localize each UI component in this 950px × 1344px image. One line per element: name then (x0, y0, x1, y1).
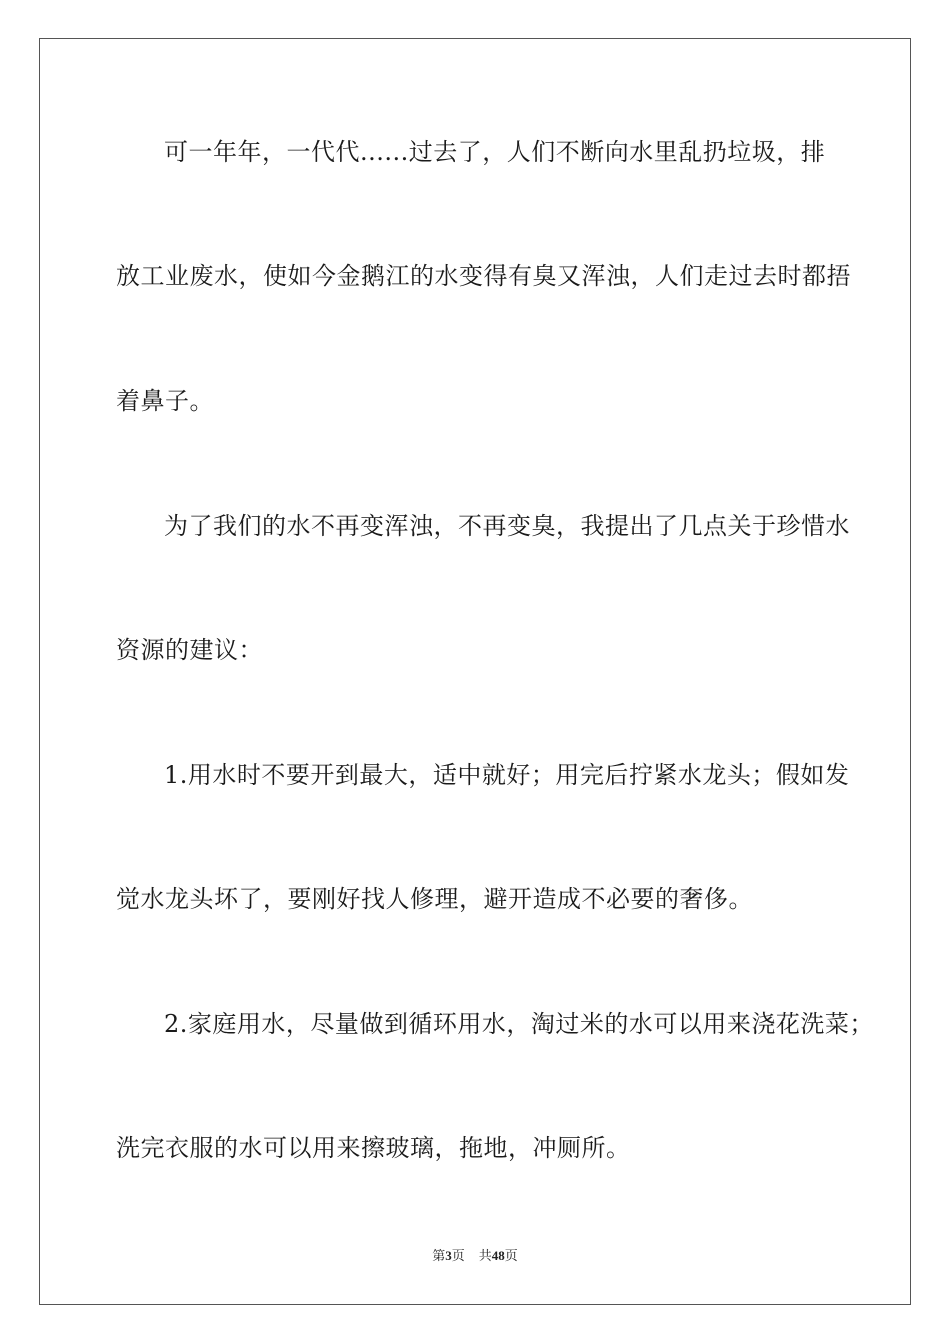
paragraph-line-4: 为了我们的水不再变浑浊，不再变臭，我提出了几点关于珍惜水 (164, 512, 850, 540)
paragraph-line-2: 放工业废水，使如今金鹅江的水变得有臭又浑浊，人们走过去时都捂 (116, 262, 851, 290)
paragraph-line-3: 着鼻子。 (116, 387, 214, 415)
paragraph-line-1: 可一年年，一代代......过去了，人们不断向水里乱扔垃圾，排 (164, 138, 826, 166)
paragraph-line-9: 洗完衣服的水可以用来擦玻璃，拖地，冲厕所。 (116, 1134, 631, 1162)
footer-page-suffix: 页 (451, 1248, 465, 1263)
page-border (39, 38, 911, 1305)
paragraph-line-6: 1.用水时不要开到最大，适中就好；用完后拧紧水龙头；假如发 (164, 761, 850, 789)
footer-total-pages: 48 (491, 1248, 505, 1263)
footer-total-suffix: 页 (504, 1248, 518, 1263)
paragraph-line-8: 2.家庭用水，尽量做到循环用水，淘过米的水可以用来浇花洗菜； (164, 1010, 874, 1038)
footer-total-prefix: 共 (478, 1248, 492, 1263)
page-footer (0, 1248, 950, 1264)
paragraph-line-7: 觉水龙头坏了，要刚好找人修理，避开造成不必要的奢侈。 (116, 885, 753, 913)
paragraph-line-5: 资源的建议： (116, 636, 263, 664)
footer-page-prefix: 第 (432, 1248, 446, 1263)
footer-page-number: 3 (445, 1248, 452, 1263)
